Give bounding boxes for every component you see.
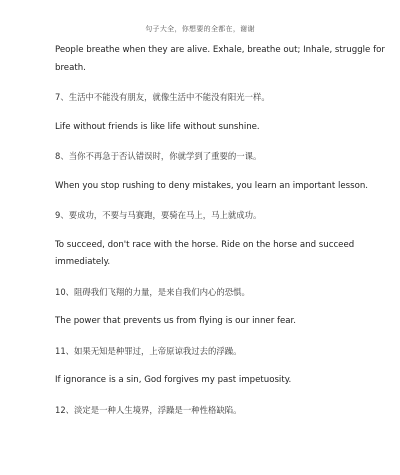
page-header: 句子大全，你想要的全都在，谢谢	[145, 25, 255, 33]
text-line-9: The power that prevents us from flying is our inner fear.	[55, 316, 297, 326]
text-line-1: People breathe when they are alive. Exhale, breathe out; Inhale, struggle for	[55, 45, 385, 55]
text-line-11: If ignorance is a sin, God forgives my past impetuosity.	[55, 375, 292, 385]
text-line-2: 7、生活中不能没有朋友，就像生活中不能没有阳光一样。	[55, 92, 270, 102]
text-line-1-continuation: breath.	[55, 63, 86, 73]
text-line-5: When you stop rushing to deny mistakes, you learn an important lesson.	[55, 181, 369, 191]
text-line-7: To succeed, don't race with the horse. Ride on the horse and succeed	[55, 240, 355, 250]
text-line-4: 8、当你不再急于否认错误时，你就学到了重要的一课。	[55, 151, 262, 161]
text-line-12: 12、淡定是一种人生境界，浮躁是一种性格缺陷。	[55, 405, 242, 415]
text-line-7-continuation: immediately.	[55, 257, 111, 267]
text-line-10: 11、如果无知是种罪过，上帝原谅我过去的浮躁。	[55, 346, 242, 356]
text-line-3: Life without friends is like life without sunshine.	[55, 122, 260, 132]
text-line-8: 10、阻碍我们飞翔的力量，是来自我们内心的恐惧。	[55, 287, 250, 297]
text-line-6: 9、要成功，不要与马赛跑，要骑在马上，马上就成功。	[55, 210, 262, 220]
